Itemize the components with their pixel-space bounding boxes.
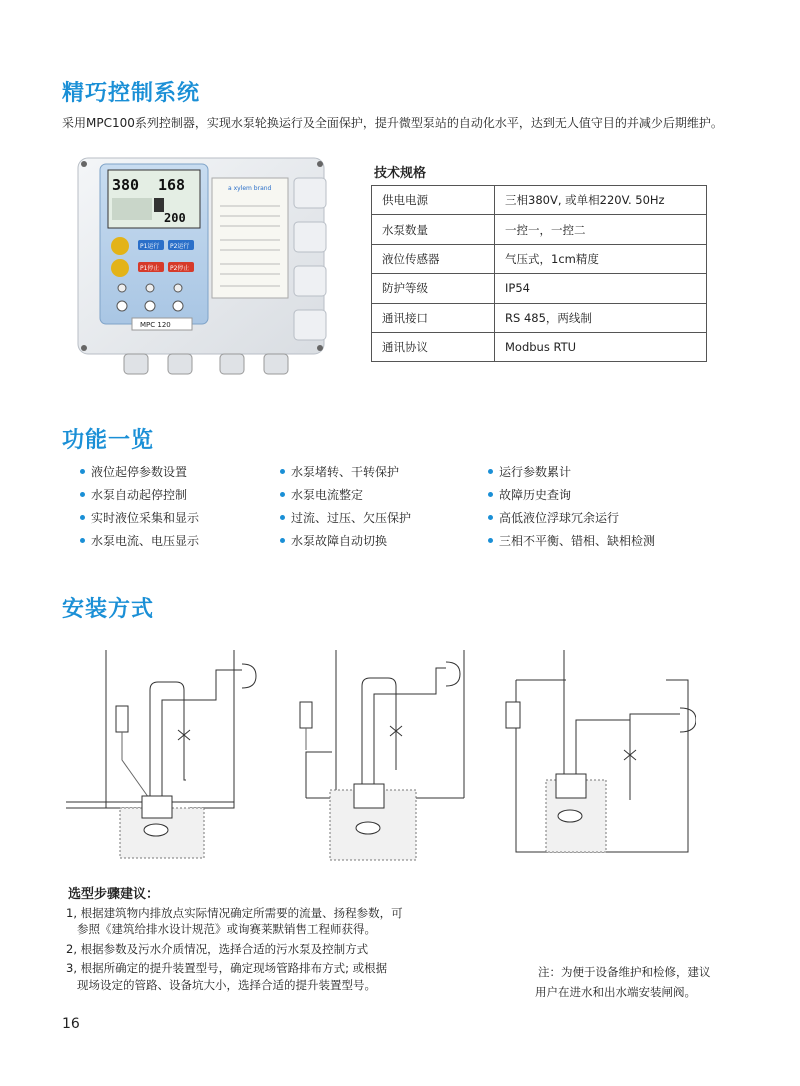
feature-item <box>80 486 187 503</box>
feature-item <box>280 486 363 503</box>
note-line: 用户在进水和出水端安装闸阀。 <box>535 985 696 999</box>
selection-step: 现场设定的管路、设备坑大小，选择合适的提升装置型号。 <box>66 978 376 992</box>
bullet-icon <box>488 538 493 543</box>
install-drawing-1 <box>66 650 256 858</box>
btn-p1-run: P1运行 <box>140 243 160 250</box>
spec-row <box>372 274 707 303</box>
display-value-1: 380 <box>112 176 140 194</box>
display-value-3: 200 <box>164 211 186 225</box>
selection-title: 选型步骤建议： <box>68 887 160 902</box>
bullet-icon <box>80 515 85 520</box>
selection-step: 2, 根据参数及污水介质情况，选择合适的污水泵及控制方式 <box>66 942 369 956</box>
btn-p1-stop: P1停止 <box>140 265 160 272</box>
spec-key: 防护等级 <box>372 274 495 303</box>
model-label: MPC 120 <box>140 321 171 329</box>
spec-value: RS 485，两线制 <box>495 303 707 332</box>
feature-label: 水泵电流、电压显示 <box>91 534 200 548</box>
spec-title: 技术规格 <box>374 166 427 181</box>
feature-label: 故障历史查询 <box>499 488 572 502</box>
feature-item <box>280 532 387 549</box>
feature-label: 高低液位浮球冗余运行 <box>499 511 620 525</box>
feature-label: 水泵自动起停控制 <box>91 488 188 502</box>
section-title-features: 功能一览 <box>62 428 155 453</box>
bullet-icon <box>488 515 493 520</box>
feature-item <box>488 486 571 503</box>
spec-key: 通讯接口 <box>372 303 495 332</box>
feature-item <box>488 509 619 526</box>
spec-key: 液位传感器 <box>372 244 495 273</box>
feature-item <box>488 532 655 549</box>
feature-item <box>280 463 399 480</box>
section-title-install: 安装方式 <box>62 597 155 622</box>
feature-item <box>80 532 199 549</box>
install-drawing-2 <box>300 650 464 860</box>
section-title-control: 精巧控制系统 <box>62 81 201 106</box>
note-line: 注：为便于设备维护和检修，建议 <box>538 965 711 979</box>
feature-item <box>280 509 411 526</box>
bullet-icon <box>280 492 285 497</box>
install-drawing-3 <box>506 650 696 852</box>
spec-value: 气压式，1cm精度 <box>495 244 707 273</box>
spec-table <box>371 185 707 362</box>
spec-row <box>372 303 707 332</box>
feature-label: 水泵堵转、干转保护 <box>291 465 400 479</box>
bullet-icon <box>80 469 85 474</box>
feature-item <box>80 509 199 526</box>
spec-row <box>372 186 707 215</box>
feature-label: 水泵故障自动切换 <box>291 534 388 548</box>
bullet-icon <box>280 515 285 520</box>
bullet-icon <box>488 492 493 497</box>
bullet-icon <box>488 469 493 474</box>
selection-step: 1, 根据建筑物内排放点实际情况确定所需要的流量、扬程参数，可 <box>66 906 403 920</box>
selection-step: 参照《建筑给排水设计规范》或询赛莱默销售工程师获得。 <box>66 922 376 936</box>
page-number: 16 <box>62 1016 80 1032</box>
spec-key: 水泵数量 <box>372 215 495 244</box>
bullet-icon <box>280 538 285 543</box>
btn-p2-run: P2运行 <box>170 243 190 250</box>
spec-row <box>372 332 707 361</box>
spec-value: Modbus RTU <box>495 332 707 361</box>
spec-key: 供电电源 <box>372 186 495 215</box>
feature-item <box>488 463 571 480</box>
spec-value: 三相380V, 或单相220V. 50Hz <box>495 186 707 215</box>
spec-row <box>372 244 707 273</box>
bullet-icon <box>280 469 285 474</box>
controller-image <box>70 150 338 380</box>
bullet-icon <box>80 492 85 497</box>
feature-label: 过流、过压、欠压保护 <box>291 511 412 525</box>
feature-label: 液位起停参数设置 <box>91 465 188 479</box>
spec-value: 一控一，一控二 <box>495 215 707 244</box>
feature-label: 三相不平衡、错相、缺相检测 <box>499 534 656 548</box>
brand-label: a xylem brand <box>228 185 272 192</box>
spec-key: 通讯协议 <box>372 332 495 361</box>
feature-label: 实时液位采集和显示 <box>91 511 200 525</box>
spec-row <box>372 215 707 244</box>
installation-drawings <box>66 630 696 870</box>
selection-step: 3, 根据所确定的提升装置型号，确定现场管路排布方式; 或根据 <box>66 961 388 975</box>
feature-label: 水泵电流整定 <box>291 488 364 502</box>
intro-text: 采用MPC100系列控制器，实现水泵轮换运行及全面保护，提升微型泵站的自动化水平，达到无人值守目的并减少后期维护。 <box>62 116 723 130</box>
display-value-2: 168 <box>158 176 186 194</box>
bullet-icon <box>80 538 85 543</box>
feature-item <box>80 463 187 480</box>
btn-p2-stop: P2停止 <box>170 265 190 272</box>
spec-value: IP54 <box>495 274 707 303</box>
feature-label: 运行参数累计 <box>499 465 572 479</box>
